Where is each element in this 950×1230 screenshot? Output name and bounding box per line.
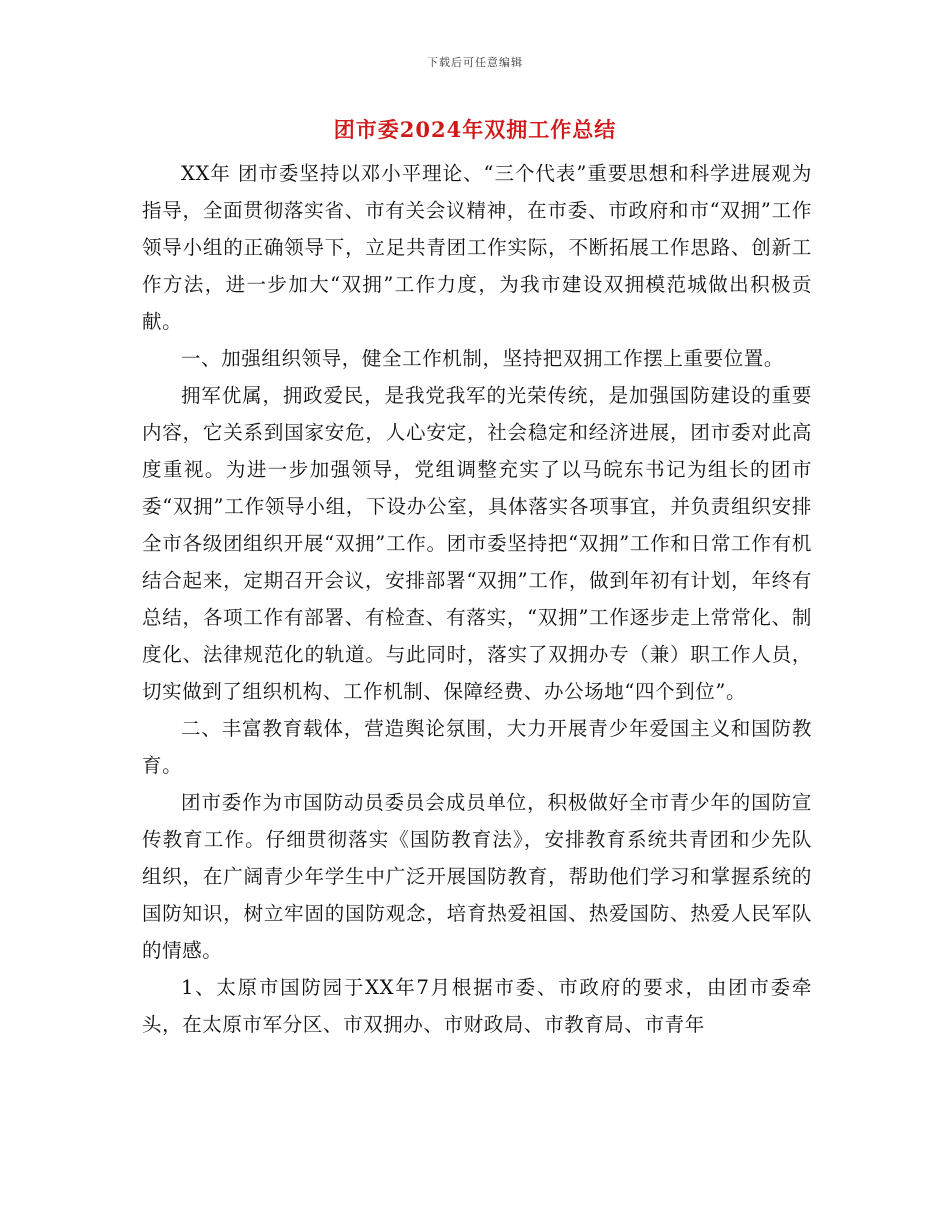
paragraph-intro: XX年 团市委坚持以邓小平理论、“三个代表”重要思想和科学进展观为指导，全面贯彻落实省、市有关会议精神，在市委、市政府和市“双拥”工作领导小组的正确领导下，立足共青团工作实际，不断拓展工作思路、创新工作方法，进一步加大“双拥”工作力度，为我市建设双拥模范城做出积极贡献。: [142, 162, 812, 333]
section-heading-2: 二、丰富教育载体，营造舆论氛围，大力开展青少年爱国主义和国防教育。: [142, 717, 812, 777]
header-note: 下载后可任意编辑: [427, 56, 523, 69]
document-body: [142, 155, 812, 1043]
section-heading-1: 一、加强组织领导，健全工作机制，坚持把双拥工作摆上重要位置。: [181, 347, 785, 370]
paragraph-section-1: 拥军优属，拥政爱民，是我党我军的光荣传统，是加强国防建设的重要内容，它关系到国家安危，人心安定，社会稳定和经济进展，团市委对此高度重视。为进一步加强领导，党组调整充实了以马皖东书记为组长的团市委“双拥”工作领导小组，下设办公室，具体落实各项事宜，并负责组织安排全市各级团组织开展“双拥”工作。团市委坚持把“双拥”工作和日常工作有机结合起来，定期召开会议，安排部署“双拥”工作，做到年初有计划，年终有总结，各项工作有部署、有检查、有落实，“双拥”工作逐步走上常常化、制度化、法律规范化的轨道。与此同时，落实了双拥办专（兼）职工作人员，切实做到了组织机构、工作机制、保障经费、办公场地“四个到位”。: [142, 384, 812, 703]
document-title: 团市委2024年双拥工作总结: [333, 117, 617, 142]
paragraph-item-1: 1、太原市国防园于XX年7月根据市委、市政府的要求，由团市委牵头，在太原市军分区、市双拥办、市财政局、市教育局、市青年: [142, 976, 812, 1036]
paragraph-section-2: 团市委作为市国防动员委员会成员单位，积极做好全市青少年的国防宣传教育工作。仔细贯彻落实《国防教育法》，安排教育系统共青团和少先队组织，在广阔青少年学生中广泛开展国防教育，帮助他们学习和掌握系统的国防知识，树立牢固的国防观念，培育热爱祖国、热爱国防、热爱人民军队的情感。: [142, 791, 812, 962]
